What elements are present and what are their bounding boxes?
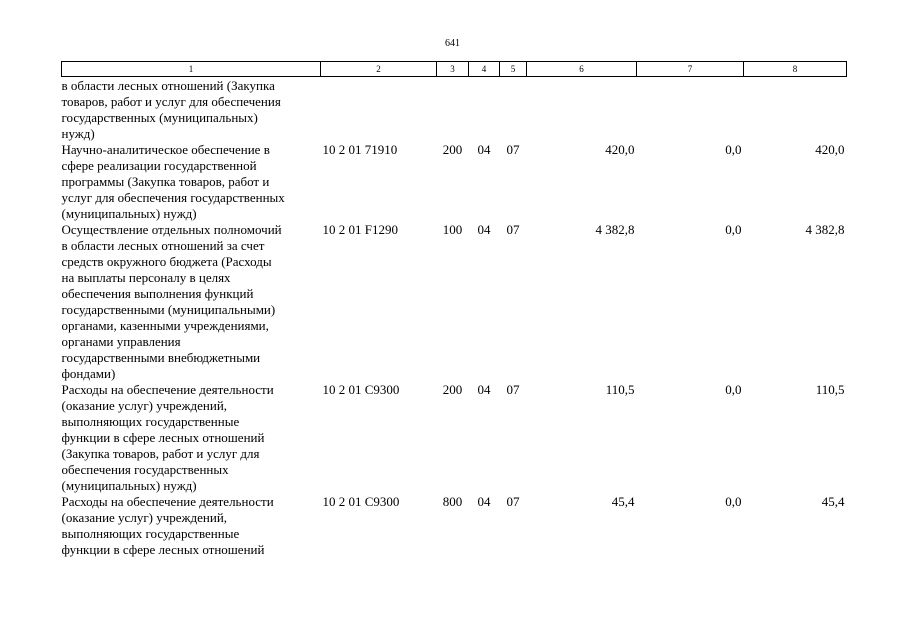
- row-sum-2: 0,0: [725, 142, 742, 157]
- header-cell: 6: [527, 62, 637, 77]
- row-description: [62, 77, 321, 143]
- header-cell: 7: [637, 62, 744, 77]
- row-rz: 04: [477, 494, 491, 509]
- row-rz: [469, 77, 500, 143]
- row-sum-2: 0,0: [725, 494, 742, 509]
- header-row: [62, 62, 847, 77]
- budget-table: [61, 61, 847, 558]
- description-line: Научно-аналитическое обеспечение в: [61, 142, 270, 157]
- row-sum-1: 4 382,8: [595, 222, 635, 237]
- description-line: (муниципальных) нужд): [61, 206, 197, 221]
- row-vr: 800: [442, 494, 463, 509]
- row-rz: 04: [477, 222, 491, 237]
- row-sum-3: 4 382,8: [805, 222, 845, 237]
- description-line: выполняющих государственные: [61, 526, 240, 541]
- row-sum-1: 420,0: [605, 142, 635, 157]
- row-vr: 200: [442, 142, 463, 157]
- description-line: товаров, работ и услуг для обеспечения: [61, 94, 281, 109]
- row-csr: 10 2 01 F1290: [322, 222, 398, 237]
- description-line: средств окружного бюджета (Расходы: [61, 254, 272, 269]
- table-row: [62, 494, 847, 558]
- header-cell: 1: [62, 62, 321, 77]
- row-sum-3: 110,5: [815, 382, 845, 397]
- description-line: функции в сфере лесных отношений: [61, 430, 265, 445]
- table-row: [62, 77, 847, 143]
- row-description: [62, 222, 321, 382]
- row-csr: 10 2 01 C9300: [322, 494, 400, 509]
- header-cell: 2: [321, 62, 437, 77]
- row-sum-3: [744, 77, 847, 143]
- description-line: (Закупка товаров, работ и услуг для: [61, 446, 260, 461]
- description-line: сфере реализации государственной: [61, 158, 257, 173]
- row-description: [62, 142, 321, 222]
- row-pr: 07: [506, 494, 520, 509]
- description-line: выполняющих государственные: [61, 414, 240, 429]
- description-line: услуг для обеспечения государственных: [61, 190, 285, 205]
- header-cell: 8: [744, 62, 847, 77]
- row-csr: [321, 77, 437, 143]
- row-pr: 07: [506, 222, 520, 237]
- description-line: государственных (муниципальных): [61, 110, 258, 125]
- description-line: обеспечения государственных: [61, 462, 229, 477]
- row-rz: 04: [477, 382, 491, 397]
- description-line: органами, казенными учреждениями,: [61, 318, 269, 333]
- page-number: 641: [445, 38, 460, 49]
- description-line: в области лесных отношений за счет: [61, 238, 265, 253]
- row-vr: [437, 77, 469, 143]
- row-sum-1: [527, 77, 637, 143]
- description-line: в области лесных отношений (Закупка: [61, 78, 275, 93]
- row-sum-2: 0,0: [725, 382, 742, 397]
- table-row: [62, 222, 847, 382]
- description-line: (оказание услуг) учреждений,: [61, 398, 228, 413]
- table-row: [62, 142, 847, 222]
- row-vr: 200: [442, 382, 463, 397]
- description-line: (муниципальных) нужд): [61, 478, 197, 493]
- description-line: (оказание услуг) учреждений,: [61, 510, 228, 525]
- description-line: Расходы на обеспечение деятельности: [61, 494, 274, 509]
- row-sum-1: 110,5: [605, 382, 635, 397]
- row-csr: 10 2 01 71910: [322, 142, 398, 157]
- description-line: государственными (муниципальными): [61, 302, 276, 317]
- description-line: функции в сфере лесных отношений: [61, 542, 265, 557]
- description-line: нужд): [61, 126, 95, 141]
- description-line: Расходы на обеспечение деятельности: [61, 382, 274, 397]
- description-line: органами управления: [61, 334, 181, 349]
- row-pr: [500, 77, 527, 143]
- row-sum-3: 420,0: [815, 142, 845, 157]
- row-description: [62, 494, 321, 558]
- header-cell: 3: [437, 62, 469, 77]
- description-line: на выплаты персоналу в целях: [61, 270, 231, 285]
- description-line: Осуществление отдельных полномочий: [61, 222, 282, 237]
- row-description: [62, 382, 321, 494]
- header-cell: 4: [469, 62, 500, 77]
- row-sum-2: 0,0: [725, 222, 742, 237]
- row-pr: 07: [506, 142, 520, 157]
- description-line: государственными внебюджетными: [61, 350, 261, 365]
- description-line: программы (Закупка товаров, работ и: [61, 174, 270, 189]
- row-pr: 07: [506, 382, 520, 397]
- row-rz: 04: [477, 142, 491, 157]
- header-cell: 5: [500, 62, 527, 77]
- row-csr: 10 2 01 C9300: [322, 382, 400, 397]
- description-line: фондами): [61, 366, 116, 381]
- row-sum-3: 45,4: [821, 494, 845, 509]
- description-line: обеспечения выполнения функций: [61, 286, 254, 301]
- table-row: [62, 382, 847, 494]
- row-sum-2: [637, 77, 744, 143]
- row-vr: 100: [442, 222, 463, 237]
- row-sum-1: 45,4: [611, 494, 635, 509]
